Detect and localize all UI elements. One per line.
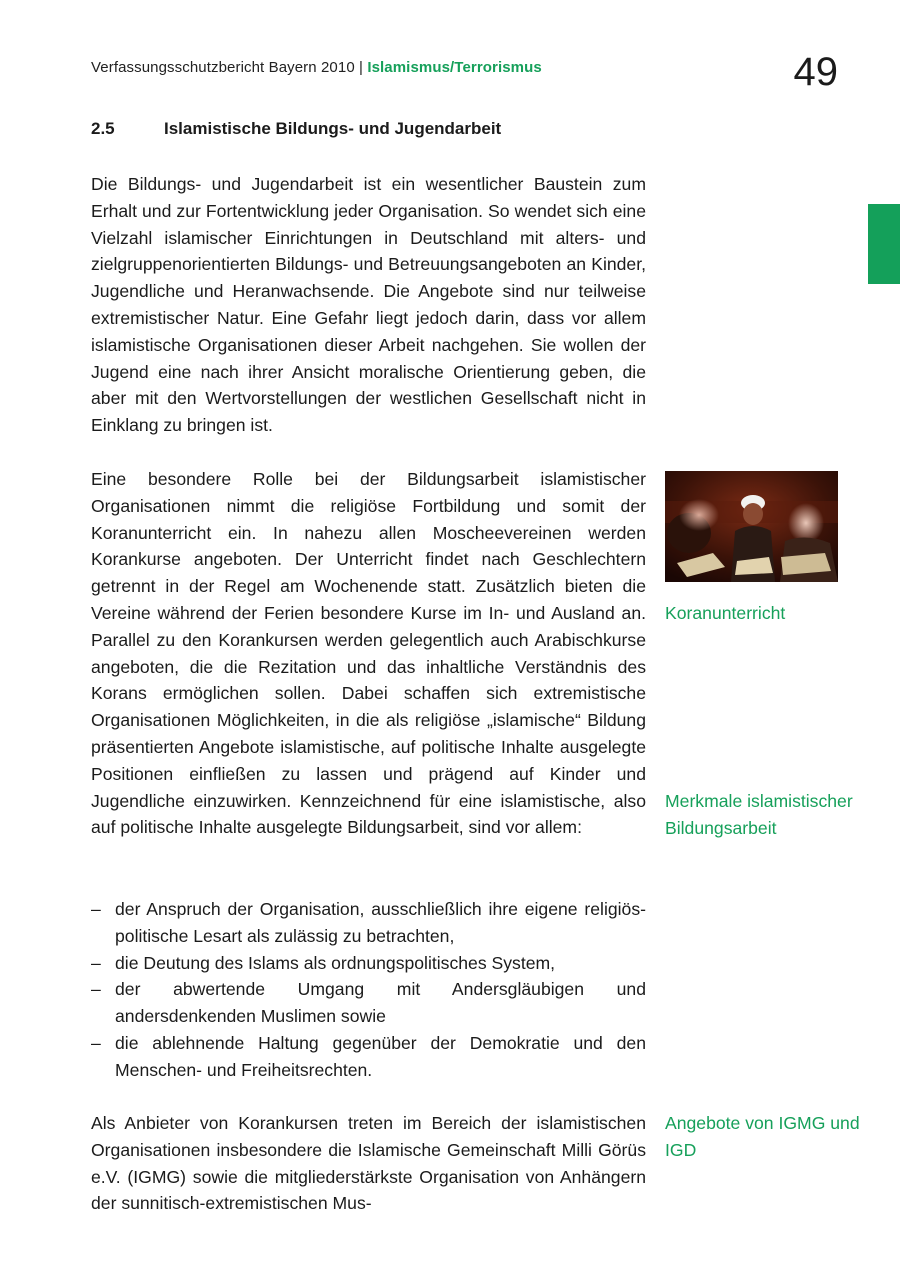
margin-note-angebote: Angebote von IGMG und IGD [665, 1113, 860, 1160]
list-item [91, 950, 646, 977]
section-heading [91, 119, 501, 139]
list-item [91, 896, 646, 950]
list-dash: – [91, 899, 101, 919]
header-separator: | [359, 59, 364, 76]
list-item-text: der abwertende Umgang mit Andersgläubigen und andersdenkenden Muslimen sowie [115, 979, 646, 1027]
publication-title: Verfassungsschutzbericht Bayern 2010 [91, 59, 355, 76]
list-dash: – [91, 952, 101, 973]
margin-note-merkmale: Merkmale islamistischer Bildungsarbeit [665, 791, 853, 838]
koranunterricht-photo [665, 471, 838, 582]
paragraph-1: Die Bildungs- und Jugendarbeit ist ein wesentlicher Baustein zum Erhalt und zur Fortentwicklung jeder Organisation. So wendet sich eine Vielzahl islamischer Einrichtungen in Deutschland mit alters- und zielgruppenorientierten Bildungs- und Betreuungsangeboten an Kinder, Jugendliche und Heranwachsende. Die Angebote sind nur teilweise extremistischer Natur. Eine Gefahr liegt jedoch darin, dass vor allem islamistische Organisationen dieser Arbeit nachgehen. Sie wollen der Jugend eine nach ihrer Ansicht moralische Orientierung geben, die aber mit den Wertvorstellungen der westlichen Gesellschaft nicht in Einklang zu bringen ist. [91, 174, 646, 436]
list-item-text: die Deutung des Islams als ordnungspolitisches System, [115, 952, 556, 973]
section-title: Islamismus/Terrorismus [367, 59, 542, 76]
list-item [91, 976, 646, 1030]
chapter-tab-marker [868, 204, 900, 284]
section-number: 2.5 [91, 119, 115, 138]
list-item [91, 1030, 646, 1084]
list-dash: – [91, 979, 101, 1000]
characteristics-list [91, 896, 646, 1084]
paragraph-2: Eine besondere Rolle bei der Bildungsarbeit islamistischer Organisationen nimmt die religiöse Fortbildung und somit der Koranunterricht ein. In nahezu allen Moscheevereinen werden Korankurse angeboten. Der Unterricht findet nach Geschlechtern getrennt in der Regel am Wochenende statt. Zusätzlich bieten die Vereine während der Ferien besondere Kurse im In- und Ausland an. Parallel zu den Korankursen werden gelegentlich auch Arabischkurse angeboten, die die Rezitation und das inhaltliche Verständnis des Korans ermöglichen sollen. Dabei schaffen sich extremistische Organisationen Möglichkeiten, in die als religiöse „islamische“ Bildung präsentierten Angebote islamistische, auf politische Inhalte ausgelegte Positionen einfließen zu lassen und prägend auf Kinder und Jugendliche einzuwirken. Kennzeichnend für eine islamistische, also auf politische Inhalte ausgelegte Bildungsarbeit, sind vor allem: [91, 469, 646, 838]
section-heading-title: Islamistische Bildungs- und Jugendarbeit [164, 119, 502, 138]
page-number: 49 [793, 50, 838, 94]
list-item-text: der Anspruch der Organisation, ausschließlich ihre eigene religiös-politische Lesart als zulässig zu betrachten, [115, 899, 646, 946]
photo-caption: Koranunterricht [665, 603, 786, 623]
list-dash: – [91, 1032, 101, 1053]
running-head [91, 59, 542, 76]
list-item-text: die ablehnende Haltung gegenüber der Demokratie und den Menschen- und Freiheitsrechten. [115, 1032, 646, 1080]
paragraph-3: Als Anbieter von Korankursen treten im Bereich der islamistischen Organisationen insbesondere die Islamische Gemeinschaft Milli Görüs e.V. (IGMG) sowie die mitgliederstärkste Organisation von Anhängern der sunnitisch-extremistischen Mus- [91, 1113, 646, 1214]
